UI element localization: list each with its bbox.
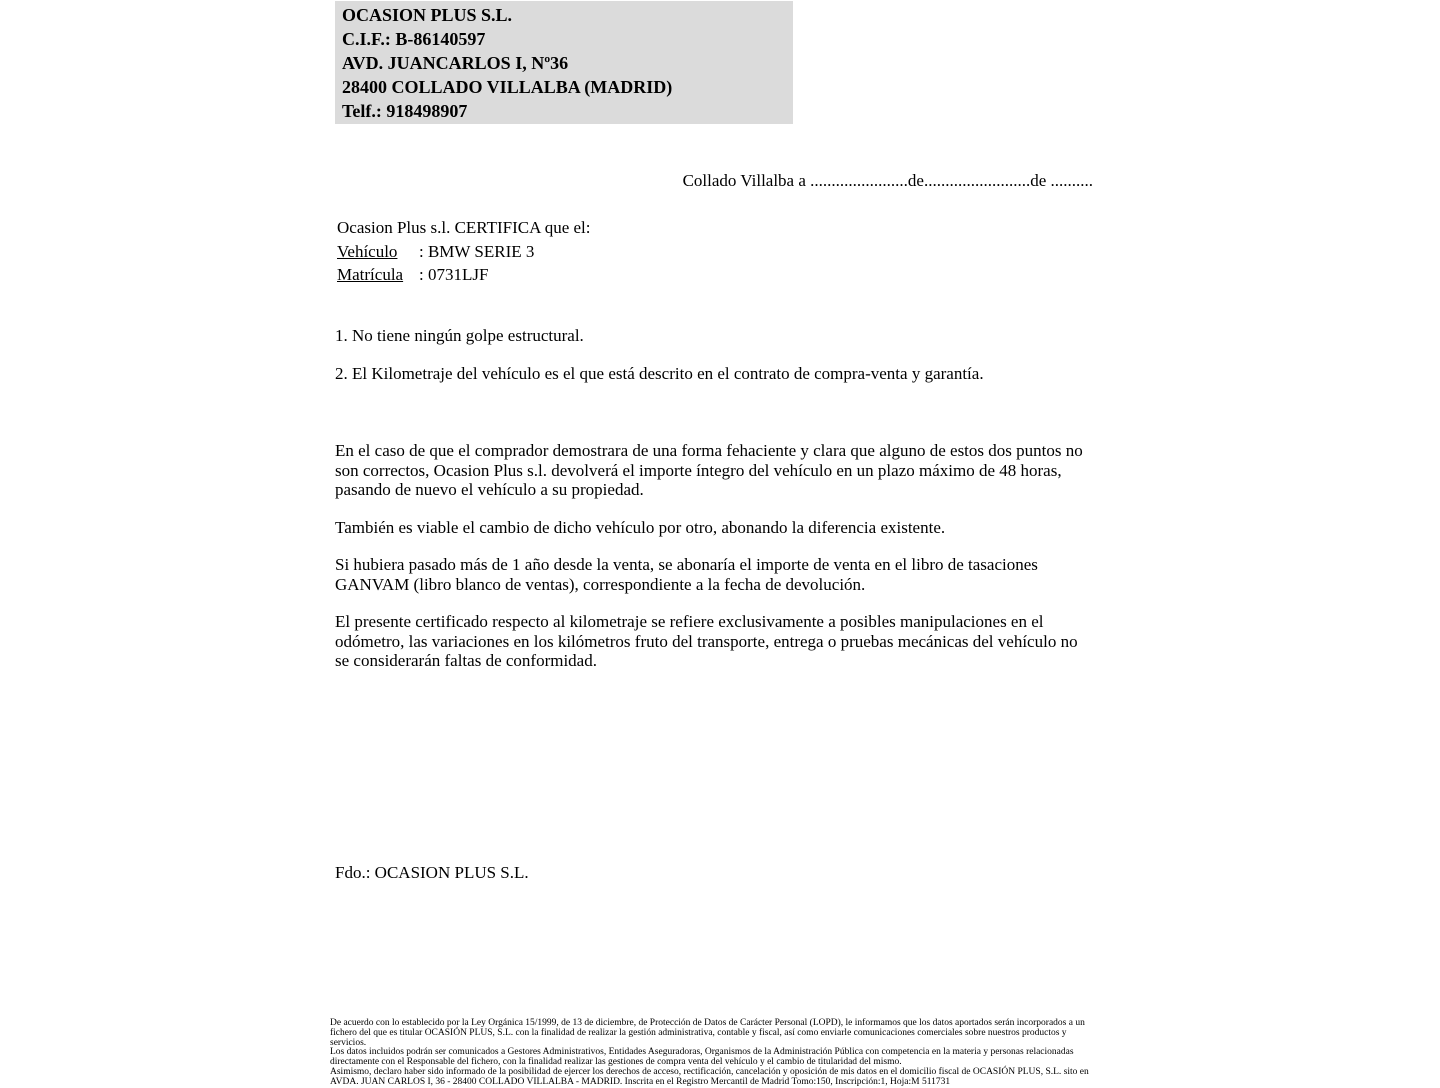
plate-value: : 0731LJF — [419, 265, 489, 284]
vehicle-row — [337, 240, 1037, 264]
date-line: Collado Villalba a .......................de.........................de .......... — [682, 171, 1093, 190]
paragraph-exchange: También es viable el cambio de dicho vehículo por otro, abonando la diferencia existente. — [335, 517, 946, 537]
company-header-box — [335, 1, 793, 124]
plate-label: Matrícula — [337, 265, 404, 284]
company-city: 28400 COLLADO VILLALBA (MADRID) — [342, 77, 673, 97]
plate-label-col — [337, 263, 419, 287]
point-2: 2. El Kilometraje del vehículo es el que está descrito en el contrato de compra-venta y garantía. — [335, 363, 984, 383]
vehicle-label-col — [337, 240, 419, 264]
certification-block — [337, 216, 1037, 287]
company-name: OCASION PLUS S.L. — [342, 5, 513, 25]
legal-footer — [330, 1019, 1102, 1088]
vehicle-label: Vehículo — [337, 241, 398, 261]
certified-points — [335, 326, 1095, 401]
point-1: 1. No tiene ningún golpe estructural. — [335, 326, 584, 345]
company-address: AVD. JUANCARLOS I, Nº36 — [342, 53, 569, 73]
signature-line: Fdo.: OCASION PLUS S.L. — [335, 863, 529, 882]
paragraph-refund: En el caso de que el comprador demostrara de una forma fehaciente y clara que alguno de estos dos puntos no son correctos, Ocasion Plus s.l. devolverá el importe íntegro del vehículo en un plazo máximo de 48 horas, pasando de nuevo el vehículo a su propiedad. — [335, 441, 1083, 499]
certify-intro: Ocasion Plus s.l. CERTIFICA que el: — [337, 218, 591, 237]
footer-lopd: De acuerdo con lo establecido por la Ley Orgánica 15/1999, de 13 de diciembre, de Protección de Datos de Carácter Personal (LOPD), le informamos que los datos aportados serán incorporados a un fichero del que es titular OCASIÓN PLUS, S.L. con la finalidad de realizar la gestión administrativa, contable y fiscal, así como enviarle comunicaciones comerciales sobre nuestros productos y servicios. — [330, 1018, 1085, 1048]
plate-row — [337, 263, 1037, 287]
company-cif: C.I.F.: B-86140597 — [342, 29, 486, 49]
footer-data-sharing: Los datos incluidos podrán ser comunicados a Gestores Administrativos, Entidades Aseguradoras, Organismos de la Administración Pública con competencia en la materia y personas relacionadas directamente con el Responsable del fichero, con la finalidad realizar las gestiones de compra venta del vehículo y el cambio de titularidad del mismo. — [330, 1047, 1074, 1068]
vehicle-value: : BMW SERIE 3 — [419, 241, 535, 261]
paragraph-ganvam: Si hubiera pasado más de 1 año desde la venta, se abonaría el importe de venta en el libro de tasaciones GANVAM (libro blanco de ventas), correspondiente a la fecha de devolución. — [335, 555, 1038, 594]
paragraph-odometer: El presente certificado respecto al kilometraje se refiere exclusivamente a posibles manipulaciones en el odómetro, las variaciones en los kilómetros fruto del transporte, entrega o pruebas mecánicas del vehículo no se considerarán faltas de conformidad. — [335, 612, 1078, 670]
terms-paragraphs — [335, 441, 1095, 689]
company-phone: Telf.: 918498907 — [342, 101, 468, 121]
footer-rights: Asimismo, declaro haber sido informado de la posibilidad de ejercer los derechos de acceso, rectificación, cancelación y oposición de mis datos en el domicilio fiscal de OCASIÓN PLUS, S.L. sito en AVDA. JUAN CARLOS I, 36 - 28400 COLLADO VILLALBA - MADRID. Inscrita en el Registro Mercantil de Madrid Tomo:150, Inscripción:1, Hoja:M 511731 — [330, 1066, 1089, 1087]
